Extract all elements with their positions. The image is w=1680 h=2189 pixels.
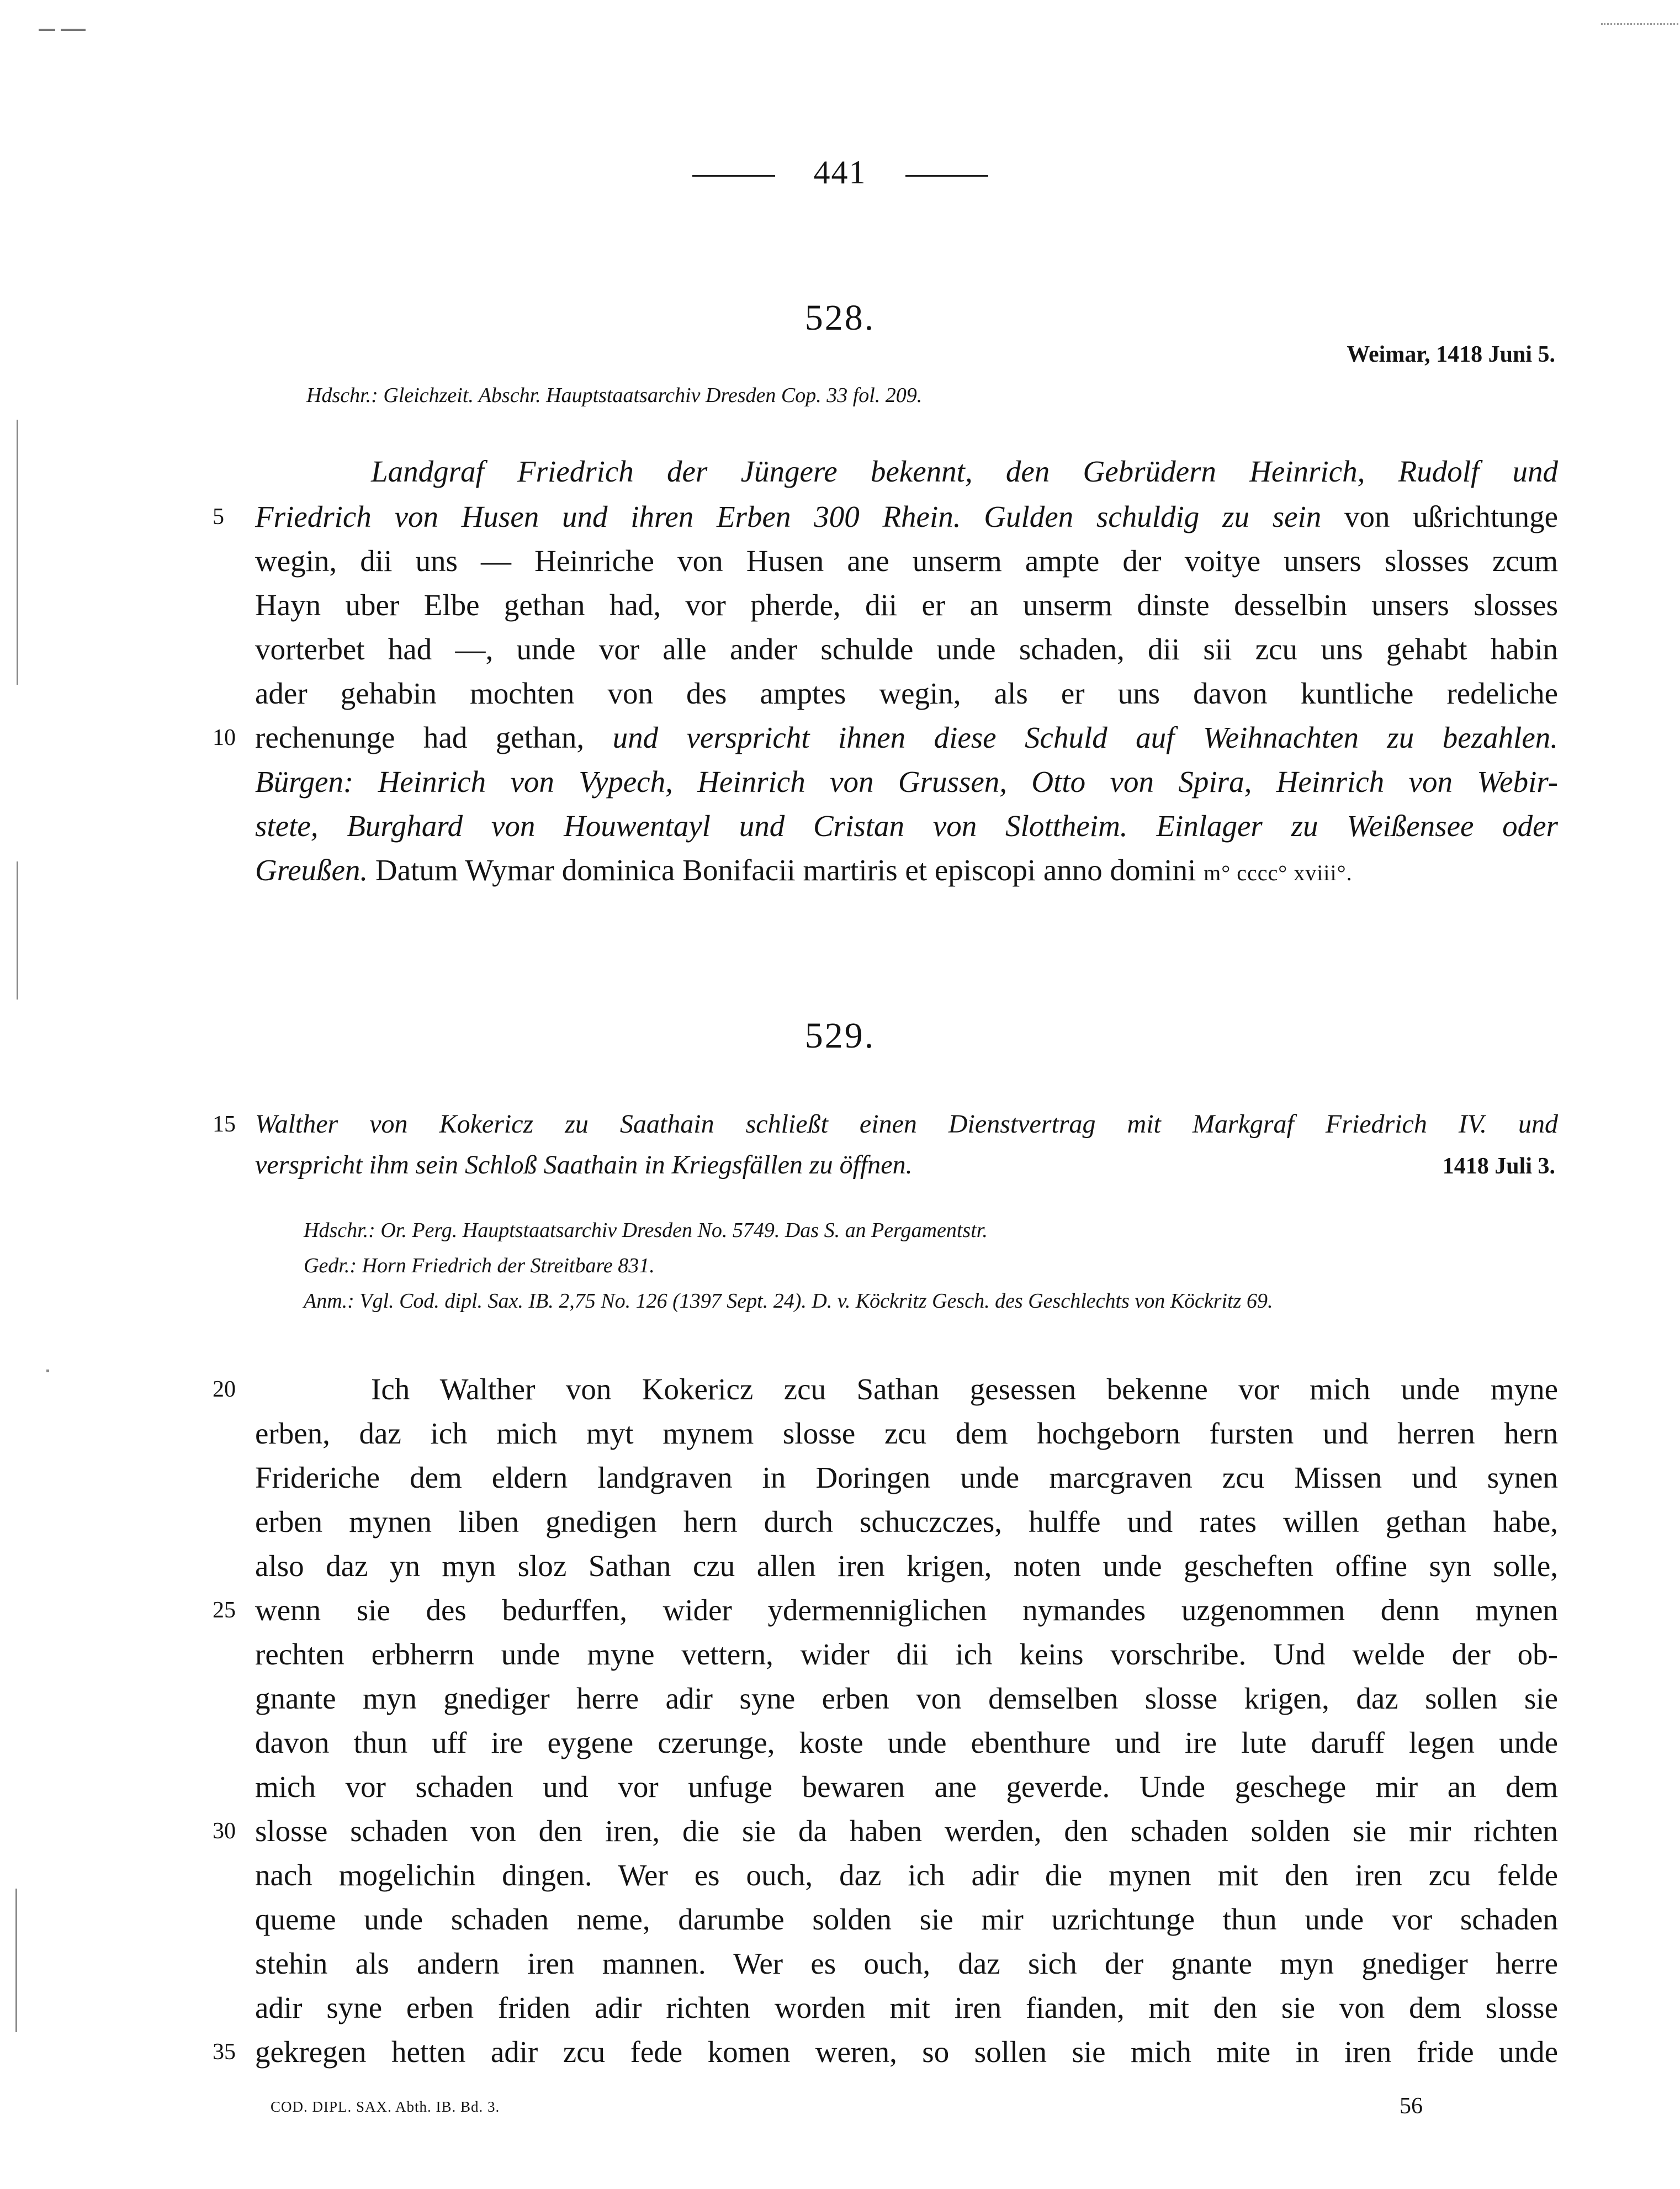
- regest-line: Bürgen: Heinrich von Vypech, Heinrich von Grussen, Otto von Spira, Heinrich von Webir-: [255, 765, 1558, 799]
- text-line: rechten erbherrn unde myne vettern, wider dii ich keins vorschribe. Und welde der ob-: [255, 1637, 1558, 1671]
- text-line: vorterbet had —, unde vor alle ander schulde unde schaden, dii sii zcu uns gehabt habin: [255, 632, 1558, 666]
- scan-artifact: [39, 29, 55, 31]
- text-line: wegin, dii uns — Heinriche von Husen ane unserm ampte der voitye unsers slosses zcum: [255, 544, 1558, 578]
- text-line: [255, 848, 1558, 895]
- line-number: 20: [213, 1377, 236, 1402]
- scan-artifact: [15, 1889, 17, 2032]
- text-line: queme unde schaden neme, darumbe solden sie mir uzrichtunge thun unde vor schaden: [255, 1902, 1558, 1936]
- text-line: Frideriche dem eldern landgraven in Doringen unde marcgraven zcu Missen und synen: [255, 1461, 1558, 1494]
- line-number: 30: [213, 1818, 236, 1844]
- scan-artifact: [17, 861, 18, 1000]
- folio-text: 441: [813, 154, 867, 191]
- text-line: nach mogelichin dingen. Wer es ouch, daz ich adir die mynen mit den iren zcu felde: [255, 1858, 1558, 1892]
- line-number: 15: [213, 1112, 236, 1137]
- place-date-528: Weimar, 1418 Juni 5.: [1347, 342, 1555, 367]
- line-number: 5: [213, 504, 224, 530]
- quote-text: von ußrichtunge: [1321, 500, 1558, 533]
- date-529: 1418 Juli 3.: [1442, 1154, 1555, 1179]
- text-line: gekregen hetten adir zcu fede komen weren, so sollen sie mich mite in iren fride unde: [255, 2035, 1558, 2069]
- text-line: slosse schaden von den iren, die sie da haben werden, den schaden solden sie mir richten: [255, 1814, 1558, 1848]
- line-number: 25: [213, 1598, 236, 1623]
- folio-rule-left: [692, 175, 775, 177]
- text-line: mich vor schaden und vor unfuge bewaren ane geverde. Unde geschege mir an dem: [255, 1770, 1558, 1804]
- text-line: stehin als andern iren mannen. Wer es ouch, daz sich der gnante myn gnediger herre: [255, 1947, 1558, 1980]
- text-line: Ich Walther von Kokericz zcu Sathan gesessen bekenne vor mich unde myne: [371, 1372, 1558, 1406]
- print-note-529: Gedr.: Horn Friedrich der Streitbare 831.: [304, 1254, 655, 1277]
- summary-line: Walther von Kokericz zu Saathain schließt einen Dienstvertrag mit Markgraf Friedrich IV. und: [255, 1109, 1558, 1139]
- regest-line: Landgraf Friedrich der Jüngere bekennt, den Gebrüdern Heinrich, Rudolf und: [371, 454, 1558, 488]
- text-line: [255, 495, 1558, 539]
- text-line: erben, daz ich mich myt mynem slosse zcu dem hochgeborn fursten und herren hern: [255, 1416, 1558, 1450]
- remark-note-529: Anm.: Vgl. Cod. dipl. Sax. IB. 2,75 No. 126 (1397 Sept. 24). D. v. Köckritz Gesch. des Geschlechts von Köckritz 69.: [304, 1289, 1273, 1313]
- line-number: 10: [213, 725, 236, 750]
- regest-text: Greußen.: [255, 853, 368, 887]
- text-line: ader gehabin mochten von des amptes wegin, als er uns davon kuntliche redeliche: [255, 676, 1558, 710]
- text-line: davon thun uff ire eygene czerunge, koste unde ebenthure und ire lute daruff legen unde: [255, 1726, 1558, 1759]
- regest-text: Friedrich von Husen und ihren Erben 300 Rhein. Gulden schuldig zu sein: [255, 500, 1322, 533]
- year-roman: m° cccc° xviii°.: [1204, 860, 1353, 885]
- regest-line: stete, Burghard von Houwentayl und Cristan von Slottheim. Einlager zu Weißensee oder: [255, 809, 1558, 843]
- quote-text: rechenunge had gethan,: [255, 721, 613, 754]
- summary-line: verspricht ihm sein Schloß Saathain in Kriegsfällen zu öffnen.: [255, 1150, 913, 1180]
- source-note-529: Hdschr.: Or. Perg. Hauptstaatsarchiv Dresden No. 5749. Das S. an Pergamentstr.: [304, 1219, 988, 1242]
- text-line: Hayn uber Elbe gethan had, vor pherde, dii er an unserm dinste desselbin unsers slosses: [255, 588, 1558, 622]
- scan-artifact: [17, 420, 18, 685]
- scan-artifact: [61, 29, 86, 31]
- page-number: [0, 154, 1680, 192]
- quote-text: Datum Wymar dominica Bonifacii martiris et episcopi anno domini: [368, 853, 1204, 887]
- document-number-529: 529.: [804, 1016, 876, 1056]
- text-line: also daz yn myn sloz Sathan czu allen iren krigen, noten unde gescheften offine syn solle,: [255, 1549, 1558, 1583]
- text-line: wenn sie des bedurffen, wider ydermenniglichen nymandes uzgenommen denn mynen: [255, 1593, 1558, 1627]
- document-number-528: 528.: [804, 298, 876, 338]
- line-number: 35: [213, 2039, 236, 2065]
- folio-rule-right: [905, 175, 988, 177]
- text-line: gnante myn gnediger herre adir syne erben von demselben slosse krigen, daz sollen sie: [255, 1682, 1558, 1715]
- text-line: [255, 716, 1558, 760]
- regest-text: und verspricht ihnen diese Schuld auf Weihnachten zu bezahlen.: [612, 721, 1559, 754]
- sheet-number: 56: [1400, 2093, 1423, 2119]
- source-note-528: Hdschr.: Gleichzeit. Abschr. Hauptstaatsarchiv Dresden Cop. 33 fol. 209.: [306, 384, 923, 407]
- text-line: adir syne erben friden adir richten worden mit iren fianden, mit den sie von dem slosse: [255, 1991, 1558, 2024]
- text-line: erben mynen liben gnedigen hern durch schuczczes, hulffe und rates willen gethan habe,: [255, 1505, 1558, 1538]
- scan-artifact: [1601, 23, 1678, 25]
- scan-artifact: [46, 1370, 49, 1372]
- sheet-signature: COD. DIPL. SAX. Abth. IB. Bd. 3.: [271, 2098, 500, 2115]
